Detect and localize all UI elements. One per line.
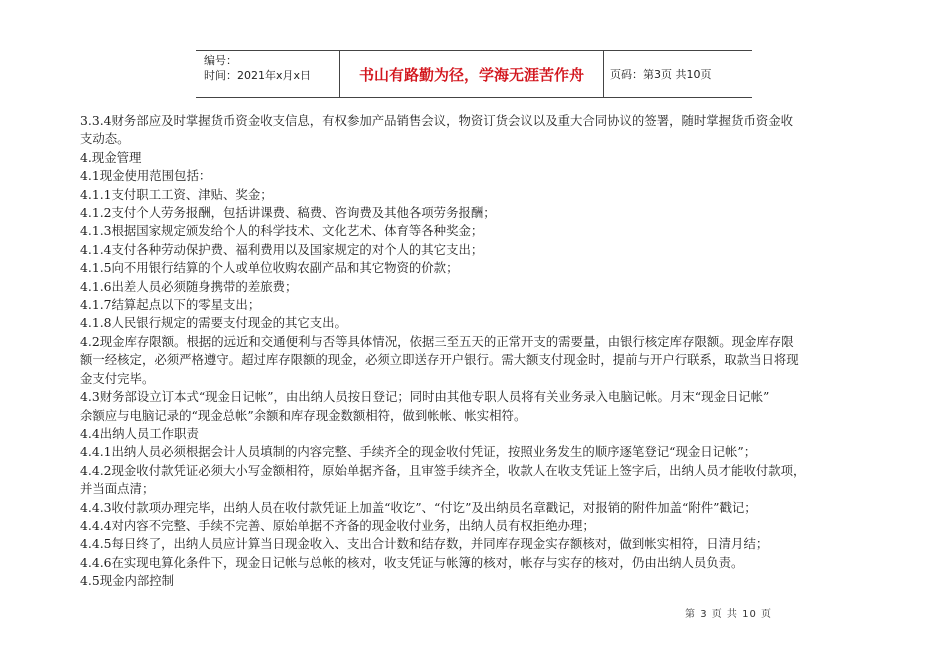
body-line: 4.1.5向不用银行结算的个人或单位收购农副产品和其它物资的价款；: [80, 260, 459, 276]
document-date: 时间：2021年x月x日: [204, 69, 312, 82]
body-line: 4.1现金使用范围包括：: [80, 168, 212, 184]
body-line: 4.3财务部设立订本式“现金日记帐”，由出纳人员按日登记；同时由其他专职人员将有关业务录入电脑记帐。月末“现金日记帐”: [80, 389, 770, 405]
page-header: [196, 50, 752, 98]
body-line: 并当面点清；: [80, 481, 155, 497]
header-meta: [196, 51, 340, 97]
body-line: 4.4.4对内容不完整、手续不完善、原始单据不齐备的现金收付业务，出纳人员有权拒绝办理；: [80, 517, 595, 533]
body-line: 4.4.5每日终了，出纳人员应计算当日现金收入、支出合计数和结存数，并同库存现金实存额核对，做到帐实相符，日清月结；: [80, 536, 769, 552]
header-page-info: 页码：第3页 共10页: [610, 68, 712, 81]
body-line: 4.4.1出纳人员必须根据会计人员填制的内容完整、手续齐全的现金收付凭证，按照业务发生的顺序逐笔登记“现金日记帐”；: [80, 444, 757, 460]
body-line: 额一经核定，必须严格遵守。超过库存限额的现金，必须立即送存开户银行。需大额支付现金时，提前与开户行联系，取款当日将现: [80, 352, 799, 368]
body-line: 4.1.6出差人员必须随身携带的差旅费；: [80, 278, 298, 294]
document-body: [80, 112, 880, 591]
body-line: 4.4.2现金收付款凭证必须大小写金额相符，原始单据齐备，且审签手续齐全，收款人在收支凭证上签字后，出纳人员才能收付款项，: [80, 462, 806, 478]
header-motto: 书山有路勤为径，学海无涯苦作舟: [340, 51, 604, 97]
document-number-label: 编号：: [204, 54, 237, 67]
body-line: 4.5现金内部控制: [80, 573, 175, 589]
body-line: 4.1.2支付个人劳务报酬，包括讲课费、稿费、咨询费及其他各项劳务报酬；: [80, 205, 496, 221]
body-line: 4.1.1支付职工工资、津贴、奖金；: [80, 186, 273, 202]
body-line: 4.1.7结算起点以下的零星支出；: [80, 297, 261, 313]
body-line: 4.2现金库存限额。根据的远近和交通便利与否等具体情况，依据三至五天的正常开支的需要量，由银行核定库存限额。现金库存限: [80, 333, 794, 349]
body-line: 4.现金管理: [80, 149, 142, 165]
body-line: 4.1.3根据国家规定颁发给个人的科学技术、文化艺术、体育等各种奖金；: [80, 223, 484, 239]
page-footer: 第 3 页 共 10 页: [685, 609, 772, 620]
body-line: 余额应与电脑记录的“现金总帐”余额和库存现金数额相符，做到帐帐、帐实相符。: [80, 407, 527, 423]
body-line: 4.4.6在实现电算化条件下，现金日记帐与总帐的核对，收支凭证与帐簿的核对，帐存与实存的核对，仍由出纳人员负责。: [80, 554, 744, 570]
body-line: 金支付完毕。: [80, 370, 155, 386]
body-line: 4.4出纳人员工作职责: [80, 425, 199, 441]
body-line: 支动态。: [80, 131, 130, 147]
body-line: 4.1.4支付各种劳动保护费、福利费用以及国家规定的对个人的其它支出；: [80, 241, 484, 257]
body-line: 4.4.3收付款项办理完毕，出纳人员在收付款凭证上加盖“收讫”、“付讫”及出纳员名章戳记，对报销的附件加盖“附件”戳记；: [80, 499, 757, 515]
body-line: 3.3.4财务部应及时掌握货币资金收支信息，有权参加产品销售会议，物资订货会议以及重大合同协议的签署，随时掌握货币资金收: [80, 113, 794, 128]
body-line: 4.1.8人民银行规定的需要支付现金的其它支出。: [80, 315, 347, 331]
